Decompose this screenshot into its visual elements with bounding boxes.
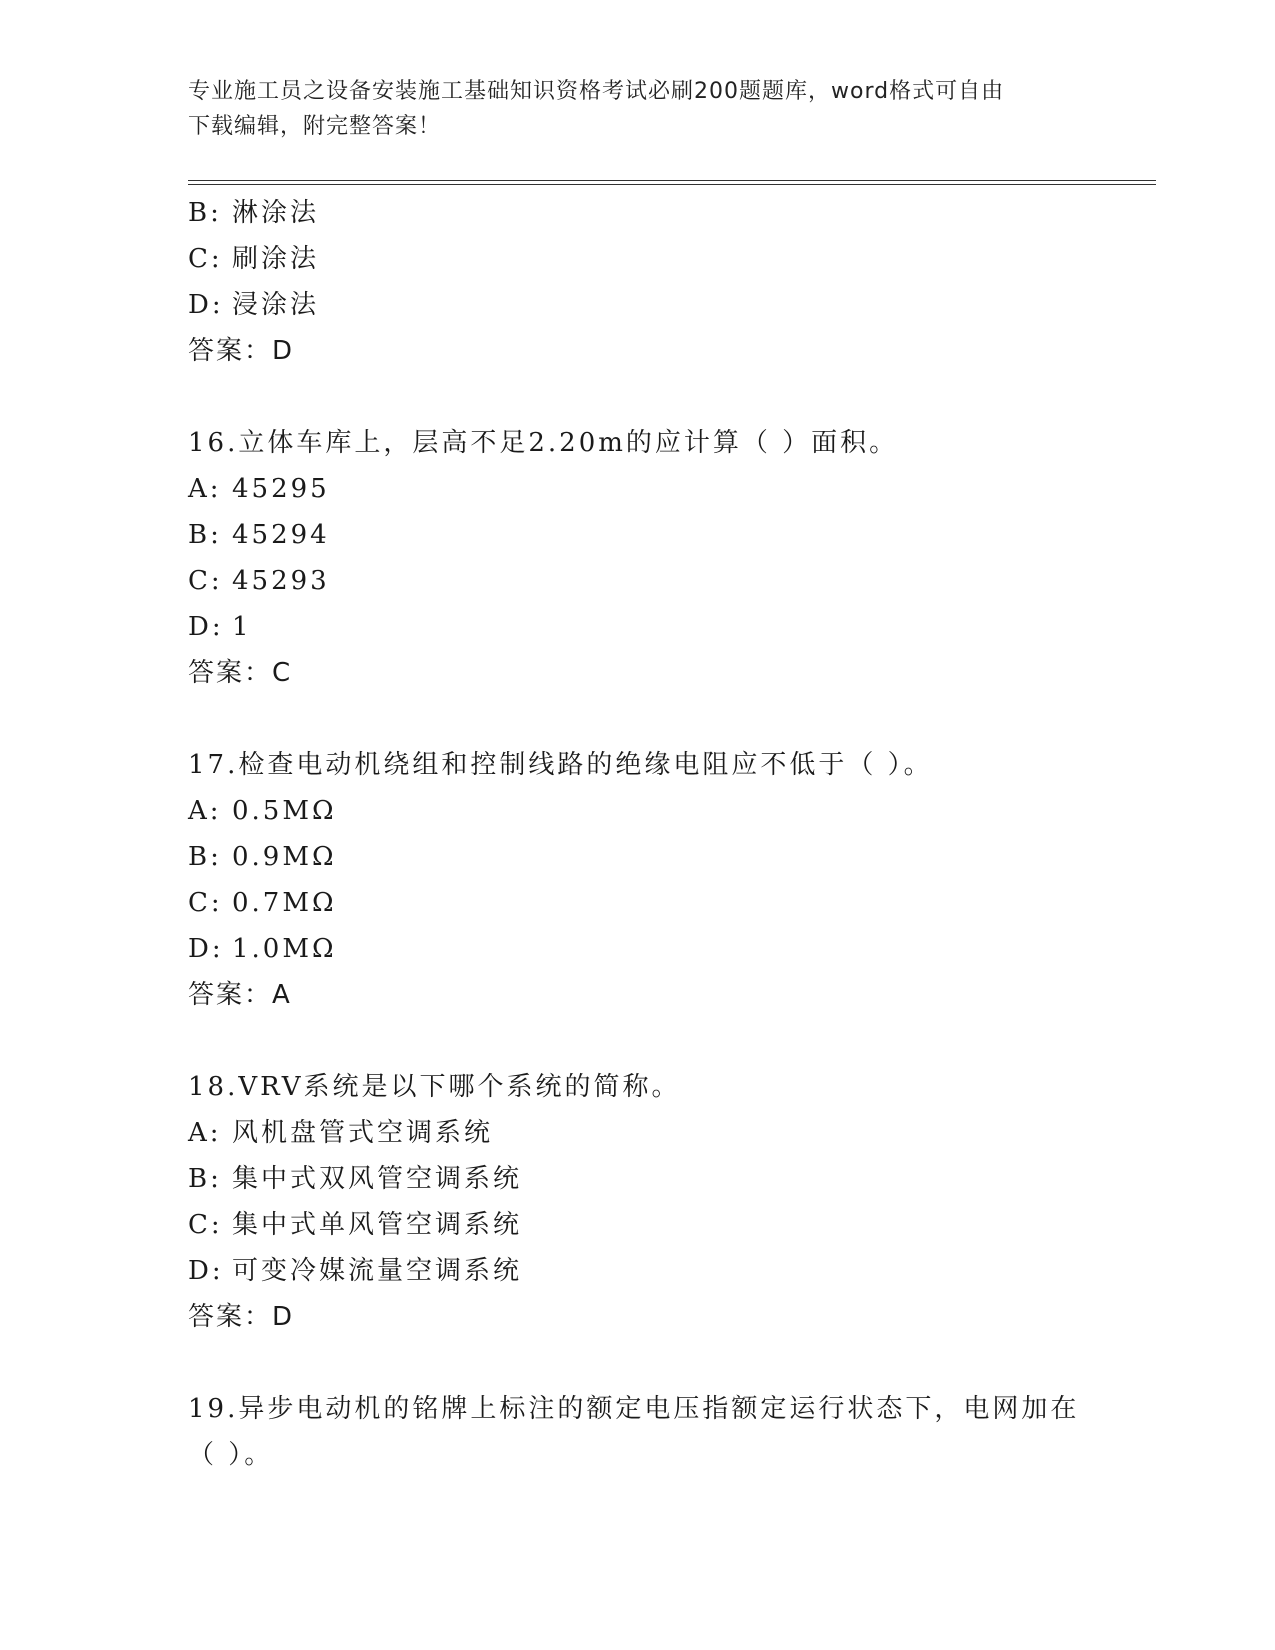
option-label: D: bbox=[188, 1256, 224, 1286]
option-label: C: bbox=[188, 1210, 223, 1240]
question-stem-line-2: （ ）。 bbox=[188, 1440, 274, 1470]
option-label: B: bbox=[188, 520, 222, 550]
option-text: 1 bbox=[232, 612, 252, 642]
question-stem: 16.立体车库上，层高不足2.20m的应计算（ ）面积。 bbox=[188, 428, 899, 458]
option-b bbox=[188, 190, 1148, 236]
option-a bbox=[188, 788, 1148, 834]
question-stem: 18.VRV系统是以下哪个系统的简称。 bbox=[188, 1072, 681, 1102]
option-label: A: bbox=[188, 474, 222, 504]
option-b bbox=[188, 1156, 1148, 1202]
option-text: 集中式双风管空调系统 bbox=[232, 1164, 523, 1194]
option-d bbox=[188, 1248, 1148, 1294]
option-text: 0.5MΩ bbox=[232, 796, 337, 826]
option-d bbox=[188, 282, 1148, 328]
option-text: 刷涂法 bbox=[232, 244, 320, 274]
option-label: B: bbox=[188, 198, 222, 228]
option-b bbox=[188, 512, 1148, 558]
option-d bbox=[188, 926, 1148, 972]
header-divider-bottom bbox=[188, 184, 1156, 185]
option-text: 45295 bbox=[232, 474, 330, 504]
question-stem-line-1: 19.异步电动机的铭牌上标注的额定电压指额定运行状态下，电网加在 bbox=[188, 1394, 1080, 1424]
question-16 bbox=[188, 420, 1148, 696]
option-label: D: bbox=[188, 612, 224, 642]
option-text: 浸涂法 bbox=[232, 290, 320, 320]
option-label: C: bbox=[188, 888, 223, 918]
header-line-1: 专业施工员之设备安装施工基础知识资格考试必刷200题题库，word格式可自由 bbox=[188, 79, 1005, 104]
option-c bbox=[188, 558, 1148, 604]
option-c bbox=[188, 880, 1148, 926]
option-c bbox=[188, 236, 1148, 282]
option-text: 45294 bbox=[232, 520, 330, 550]
spacer bbox=[188, 696, 1148, 742]
answer-line: 答案：D bbox=[188, 1302, 295, 1332]
option-label: B: bbox=[188, 1164, 222, 1194]
option-text: 淋涂法 bbox=[232, 198, 320, 228]
option-text: 1.0MΩ bbox=[232, 934, 337, 964]
option-label: A: bbox=[188, 1118, 222, 1148]
option-text: 可变冷媒流量空调系统 bbox=[232, 1256, 523, 1286]
spacer bbox=[188, 374, 1148, 420]
option-label: C: bbox=[188, 244, 223, 274]
answer-line: 答案：C bbox=[188, 658, 293, 688]
header-divider-top bbox=[188, 180, 1156, 181]
question-list bbox=[188, 190, 1148, 1478]
document-header bbox=[188, 74, 1068, 144]
option-label: D: bbox=[188, 290, 224, 320]
question-19 bbox=[188, 1386, 1148, 1478]
spacer bbox=[188, 1018, 1148, 1064]
option-d bbox=[188, 604, 1148, 650]
option-a bbox=[188, 1110, 1148, 1156]
question-15-tail bbox=[188, 190, 1148, 374]
option-label: C: bbox=[188, 566, 223, 596]
option-a bbox=[188, 466, 1148, 512]
option-label: B: bbox=[188, 842, 222, 872]
question-18 bbox=[188, 1064, 1148, 1340]
option-text: 集中式单风管空调系统 bbox=[232, 1210, 523, 1240]
option-text: 0.7MΩ bbox=[232, 888, 337, 918]
option-text: 0.9MΩ bbox=[232, 842, 337, 872]
option-text: 45293 bbox=[232, 566, 330, 596]
option-label: A: bbox=[188, 796, 222, 826]
answer-line: 答案：D bbox=[188, 336, 295, 366]
option-text: 风机盘管式空调系统 bbox=[232, 1118, 494, 1148]
option-label: D: bbox=[188, 934, 224, 964]
spacer bbox=[188, 1340, 1148, 1386]
answer-line: 答案：A bbox=[188, 980, 292, 1010]
header-line-2: 下载编辑，附完整答案！ bbox=[188, 114, 442, 139]
option-c bbox=[188, 1202, 1148, 1248]
question-17 bbox=[188, 742, 1148, 1018]
option-b bbox=[188, 834, 1148, 880]
question-stem: 17.检查电动机绕组和控制线路的绝缘电阻应不低于（ ）。 bbox=[188, 750, 933, 780]
